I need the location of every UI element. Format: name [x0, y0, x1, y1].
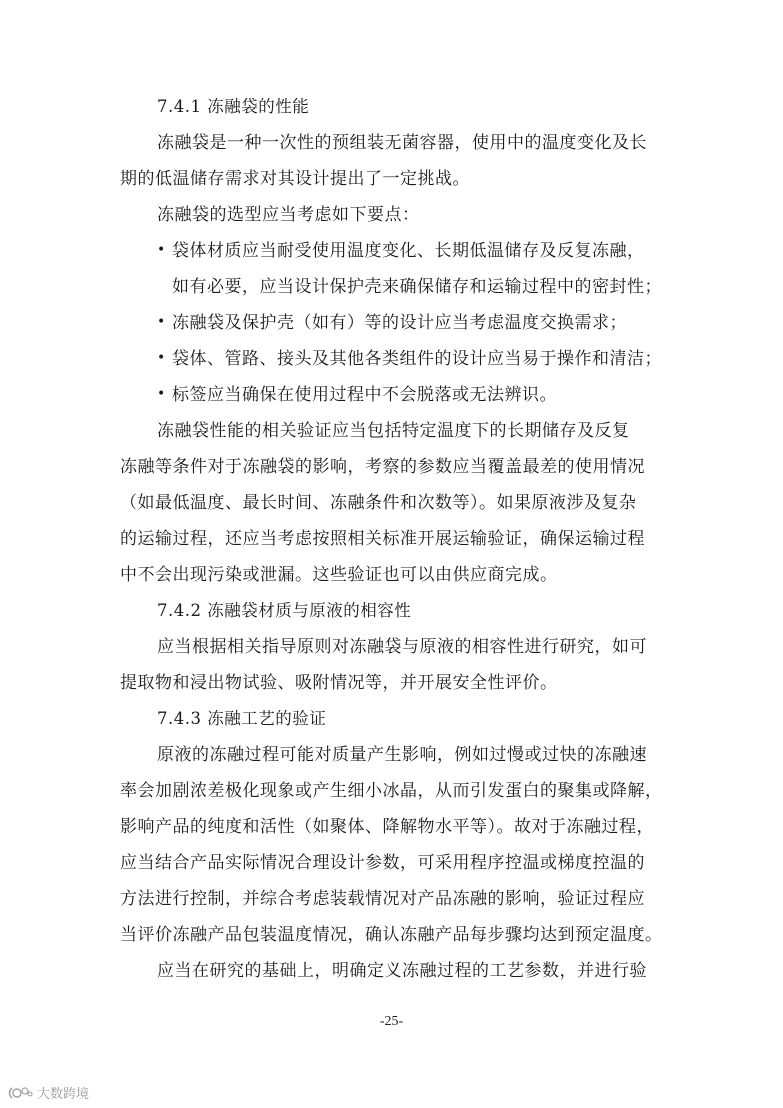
- page-number: -25-: [379, 1014, 404, 1029]
- section-743-para1-line2: 率会加剧浓差极化现象或产生细小冰晶，从而引发蛋白的聚集或降解，: [120, 781, 663, 801]
- section-743-para1-line6: 当评价冻融产品包装温度情况，确认冻融产品每步骤均达到预定温度。: [120, 925, 663, 945]
- section-741-para3-line4: 的运输过程，还应当考虑按照相关标准开展运输验证，确保运输过程: [120, 529, 645, 549]
- section-743-heading: 7.4.3 冻融工艺的验证: [157, 709, 327, 728]
- section-741-para3-line1: 冻融袋性能的相关验证应当包括特定温度下的长期储存及反复: [157, 421, 630, 441]
- bullet-item-1-line2: 如有必要，应当设计保护壳来确保储存和运输过程中的密封性；: [172, 277, 662, 297]
- section-741-para1-line1: 冻融袋是一种一次性的预组装无菌容器，使用中的温度变化及长: [157, 133, 647, 153]
- bullet-item-4: 标签应当确保在使用过程中不会脱落或无法辨识。: [172, 385, 557, 405]
- section-743-para1-line5: 方法进行控制，并综合考虑装载情况对产品冻融的影响，验证过程应: [120, 889, 645, 909]
- bullet-item-1-line1: 袋体材质应当耐受使用温度变化、长期低温储存及反复冻融，: [172, 241, 645, 261]
- bullet-dot: •: [157, 242, 166, 258]
- bullet-dot: •: [157, 350, 166, 366]
- watermark: [6, 1083, 89, 1102]
- bullet-dot: •: [157, 314, 166, 330]
- section-741-para3-line3: （如最低温度、最长时间、冻融条件和次数等）。如果原液涉及复杂: [120, 493, 637, 513]
- bullet-item-3: 袋体、管路、接头及其他各类组件的设计应当易于操作和清洁；: [172, 349, 662, 369]
- section-743-para2-line1: 应当在研究的基础上，明确定义冻融过程的工艺参数，并进行验: [157, 961, 647, 981]
- section-741-para2: 冻融袋的选型应当考虑如下要点：: [157, 205, 420, 225]
- section-742-para-line2: 提取物和浸出物试验、吸附情况等，并开展安全性评价。: [120, 673, 558, 693]
- section-742-para-line1: 应当根据相关指导原则对冻融袋与原液的相容性进行研究，如可: [157, 637, 647, 657]
- watermark-text: 大数跨境: [37, 1087, 90, 1102]
- section-741-para3-line5: 中不会出现污染或泄漏。这些验证也可以由供应商完成。: [120, 565, 558, 585]
- section-741-heading: 7.4.1 冻融袋的性能: [157, 97, 310, 116]
- section-743-para1-line3: 影响产品的纯度和活性（如聚体、降解物水平等）。故对于冻融过程，: [120, 817, 654, 837]
- bullet-item-2: 冻融袋及保护壳（如有）等的设计应当考虑温度交换需求；: [172, 313, 627, 333]
- brand-logo-icon: [6, 1085, 34, 1101]
- section-743-para1-line4: 应当结合产品实际情况合理设计参数，可采用程序控温或梯度控温的: [120, 853, 645, 873]
- section-741-para3-line2: 冻融等条件对于冻融袋的影响，考察的参数应当覆盖最差的使用情况: [120, 457, 645, 477]
- bullet-dot: •: [157, 386, 166, 402]
- section-743-para1-line1: 原液的冻融过程可能对质量产生影响，例如过慢或过快的冻融速: [157, 745, 647, 765]
- section-741-para1-line2: 期的低温储存需求对其设计提出了一定挑战。: [120, 169, 470, 189]
- section-742-heading: 7.4.2 冻融袋材质与原液的相容性: [157, 601, 412, 620]
